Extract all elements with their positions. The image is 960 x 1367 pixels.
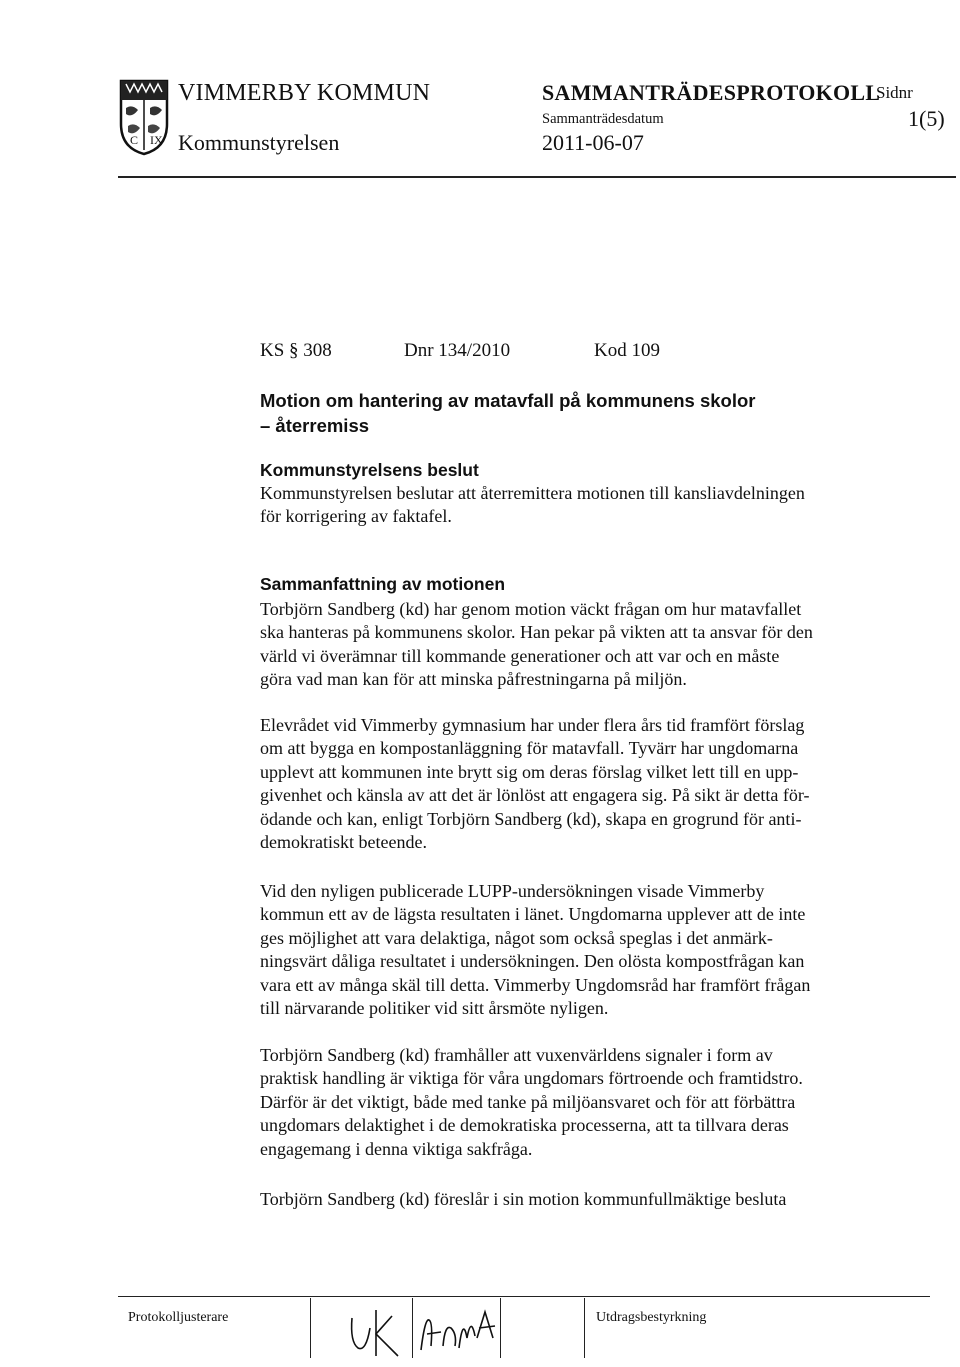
summary-heading: Sammanfattning av motionen: [260, 574, 506, 594]
page-number-value: 1(5): [908, 106, 945, 131]
footer-column-divider: [584, 1298, 585, 1358]
text-line: upplevt att kommunen inte brytt sig om deras förslag vilket lett till en upp-: [260, 761, 799, 782]
text-line: ungdomars delaktighet i de demokratiska processerna, att ta tillvara deras: [260, 1115, 789, 1136]
header-divider: [118, 176, 956, 178]
footer-column-divider: [412, 1298, 413, 1358]
signature-initials-1: [340, 1298, 410, 1362]
text-line: Därför är det viktigt, både med tanke på miljöansvaret och för att förbättra: [260, 1091, 796, 1112]
department-name: Kommunstyrelsen: [178, 130, 340, 155]
case-paragraph-number: KS § 308: [260, 340, 332, 361]
text-line: Torbjörn Sandberg (kd) föreslår i sin motion kommunfullmäktige besluta: [260, 1189, 787, 1209]
text-line: ödande och kan, enligt Torbjörn Sandberg (kd), skapa en grogrund för anti-: [260, 808, 802, 829]
text-line: demokratiskt beteende.: [260, 832, 427, 853]
text-line: Kommunstyrelsen beslutar att återremittera motionen till kansliavdelningen: [260, 483, 805, 503]
text-line: engagemang i denna viktiga sakfråga.: [260, 1138, 533, 1159]
text-line: göra vad man kan för att minska påfrestningarna på miljön.: [260, 669, 687, 690]
title-line: Motion om hantering av matavfall på kommunens skolor: [260, 390, 756, 411]
extract-certification-label: Utdragsbestyrkning: [596, 1310, 707, 1325]
text-line: Elevrådet vid Vimmerby gymnasium har under flera års tid framfört förslag: [260, 715, 805, 735]
text-line: ska hanteras på kommunens skolor. Han pekar på vikten att ta ansvar för den: [260, 622, 813, 643]
case-code: Kod 109: [594, 340, 660, 361]
page-number-label: Sidnr: [876, 83, 913, 102]
text-line: om att bygga en kompostanläggning för matavfall. Tyvärr har ungdomarna: [260, 738, 799, 759]
minutes-checker-label: Protokolljusterare: [128, 1310, 229, 1325]
text-line: ges möjlighet att vara delaktiga, något som också speglas i det anmärk-: [260, 927, 773, 948]
text-line: vara ett av många skäl till detta. Vimmerby Ungdomsråd har framfört frågan: [260, 974, 811, 995]
text-line: givenhet och känsla av att det är lönlöst att engagera sig. På sikt är detta för-: [260, 785, 810, 806]
text-line: ningsvärt dåliga resultatet i undersökningen. Den olösta kompostfrågan kan: [260, 951, 805, 972]
document-title: SAMMANTRÄDESPROTOKOLL: [542, 80, 881, 105]
summary-paragraph-1: [260, 598, 872, 692]
agenda-item-title: [260, 388, 880, 438]
summary-paragraph-5: [260, 1188, 872, 1211]
title-line: – återremiss: [260, 415, 370, 436]
organization-name: VIMMERBY KOMMUN: [178, 80, 431, 106]
svg-text:C: C: [130, 133, 139, 147]
text-line: värld vi överämnar till kommande generationer och att var och en måste: [260, 645, 780, 666]
svg-text:IX: IX: [150, 133, 163, 147]
text-line: Torbjörn Sandberg (kd) framhåller att vuxenvärldens signaler i form av: [260, 1045, 773, 1065]
text-line: kommun ett av de lägsta resultaten i länet. Ungdomarna upplever att de inte: [260, 904, 806, 925]
footer-column-divider: [500, 1298, 501, 1358]
text-line: för korrigering av faktafel.: [260, 506, 452, 527]
meeting-date-value: 2011-06-07: [542, 130, 644, 155]
text-line: till närvarande politiker vid sitt årsmöte nyligen.: [260, 998, 609, 1019]
case-registration-number: Dnr 134/2010: [404, 340, 511, 361]
summary-paragraph-4: [260, 1044, 872, 1161]
decision-heading: Kommunstyrelsens beslut: [260, 460, 479, 480]
text-line: praktisk handling är viktiga för våra ungdomars förtroende och framtidstro.: [260, 1068, 803, 1089]
summary-paragraph-3: [260, 880, 872, 1020]
signature-initials-2: [415, 1298, 500, 1362]
footer-divider: [118, 1296, 930, 1297]
coat-of-arms-icon: [118, 78, 170, 156]
summary-paragraph-2: [260, 714, 872, 854]
decision-paragraph: [260, 482, 872, 529]
footer-column-divider: [310, 1298, 311, 1358]
text-line: Torbjörn Sandberg (kd) har genom motion väckt frågan om hur matavfallet: [260, 599, 802, 619]
text-line: Vid den nyligen publicerade LUPP-undersökningen visade Vimmerby: [260, 881, 765, 901]
meeting-date-label: Sammanträdesdatum: [542, 111, 664, 127]
